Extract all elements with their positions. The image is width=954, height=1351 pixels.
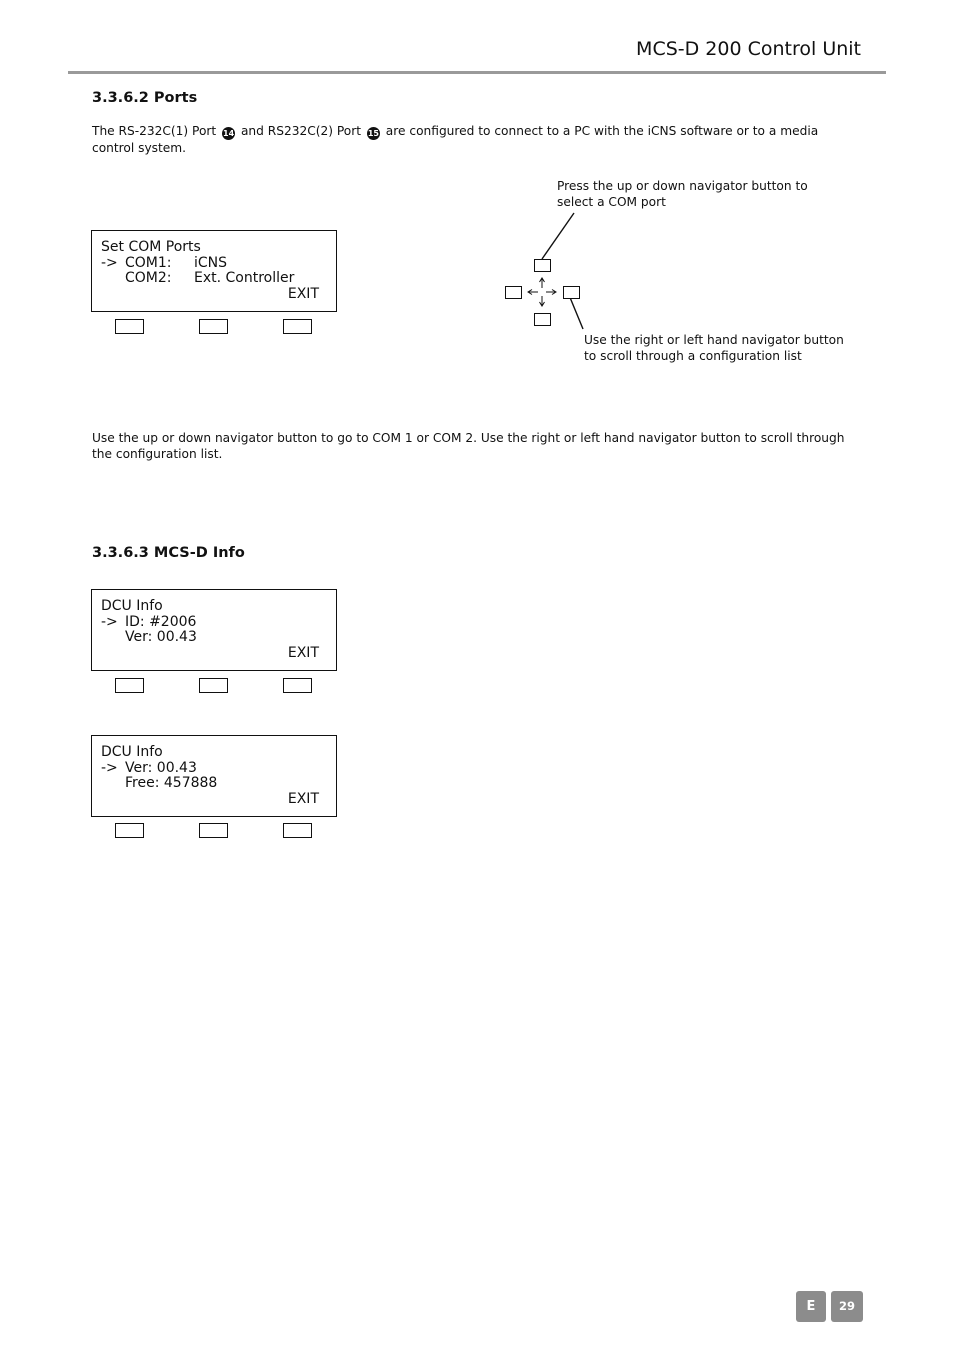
lcd-title: DCU Info [101,744,163,760]
callout-up-down: Press the up or down navigator button to select a COM port [557,179,808,209]
soft-key-1[interactable] [115,823,144,838]
lcd-version-value: Ver: 00.43 [125,629,197,645]
soft-key-2[interactable] [199,319,228,334]
navigator-left-button[interactable] [505,286,522,299]
header-rule [68,71,886,74]
page-number-badge: 29 [831,1291,863,1322]
lcd-com1-value: iCNS [194,255,228,271]
callout-left-right: Use the right or left hand navigator button to scroll through a configuration list [584,333,844,363]
lcd-id-value: ID: #2006 [125,614,197,630]
lcd-version-value: Ver: 00.43 [125,760,197,776]
ports-intro-part3: are configured to connect to a PC with the iCNS software or to a media control system. [92,124,819,155]
lcd-arrow: -> [101,255,118,271]
lcd-com2-label: COM2: [125,270,172,286]
navigator-up-button[interactable] [534,259,551,272]
soft-key-3[interactable] [283,678,312,693]
lcd-title: DCU Info [101,598,163,614]
port-number-badge-2: 15 [367,129,379,138]
callout-leader-top [542,213,574,259]
ports-body-paragraph: Use the up or down navigator button to go to COM 1 or COM 2. Use the right or left hand navigator button to scroll through the configuration list. [92,431,845,461]
lcd-exit-label: EXIT [287,791,319,807]
lcd-free-value: Free: 457888 [125,775,218,791]
soft-key-2[interactable] [199,823,228,838]
lcd-arrow: -> [101,614,118,630]
ports-intro-paragraph [92,123,862,156]
soft-key-3[interactable] [283,823,312,838]
page-header-title: MCS-D 200 Control Unit [636,38,861,60]
ports-intro-part2: and RS232C(2) Port [240,124,362,138]
navigator-down-button[interactable] [534,313,551,326]
callout-leader-bottom [569,295,583,329]
lcd-arrow: -> [101,760,118,776]
ports-intro-part1: The RS-232C(1) Port [92,124,217,138]
lcd-display-com-ports [91,230,337,312]
soft-key-1[interactable] [115,319,144,334]
section-heading-info: 3.3.6.3 MCS-D Info [92,545,245,561]
lcd-com2-value: Ext. Controller [194,270,295,286]
lcd-display-dcu-info-1 [91,589,337,671]
section-heading-ports: 3.3.6.2 Ports [92,90,198,106]
soft-key-1[interactable] [115,678,144,693]
lcd-title: Set COM Ports [101,239,201,255]
language-badge: E [796,1291,826,1322]
lcd-com1-label: COM1: [125,255,172,271]
soft-key-2[interactable] [199,678,228,693]
port-number-badge-1: 14 [223,129,235,138]
soft-key-3[interactable] [283,319,312,334]
navigator-right-button[interactable] [563,286,580,299]
lcd-exit-label: EXIT [287,645,319,661]
lcd-exit-label: EXIT [287,286,319,302]
lcd-display-dcu-info-2 [91,735,337,817]
